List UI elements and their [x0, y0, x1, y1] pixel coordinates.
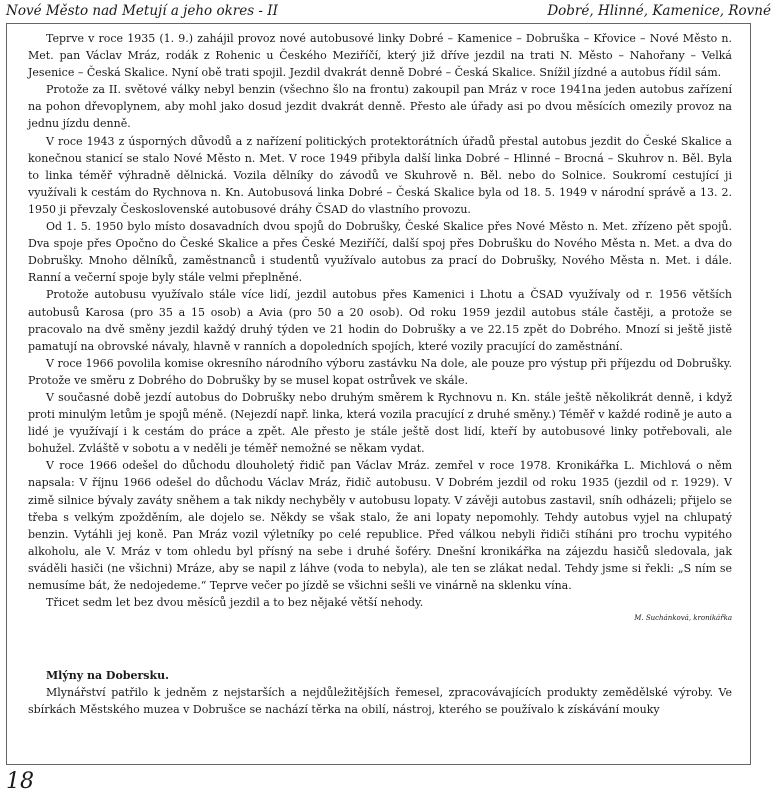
header-book-title: Nové Město nad Metují a jeho okres - II [6, 3, 278, 19]
header-chapter-title: Dobré, Hlinné, Kamenice, Rovné [547, 3, 771, 19]
paragraph-present: V současné době jezdí autobus do Dobrušky nebo druhým směrem k Rychnovu n. Kn. stále ještě několikrát denně, i když proti minulým letům je spojů méně. (Nejezdí např. linka, která vozila pracující z druhé směny.) Téměř v každé rodině je auto a lidé je využívají i k cestám do práce a zpět. Ale přesto je stále ještě dost lidí, kteří by autobusové linky potřebovali, ale bohužel. Zvláště v sobotu a v neděli je téměř nemožné se někam vydat. [28, 390, 732, 456]
paragraph-1966-stop: V roce 1966 povolila komise okresního národního výboru zastávku Na dole, ale pouze pro výstup při příjezdu od Dobrušky. Protože ve směru z Dobrého do Dobrušky by se musel kopat ostrůvek ve skále. [28, 356, 732, 387]
paragraph-mraz: V roce 1966 odešel do důchodu dlouholetý řidič pan Václav Mráz. zemřel v roce 1978. Kronikářka L. Michlová o něm napsala: V říjnu 1966 odešel do důchodu Václav Mráz, řidič autobusu. V Dobrém jezdil od roku 1935 (jezdil od r. 1929). V zimě silnice bývaly zaváty sněhem a tak nikdy nechyběly v autobusu lopaty. V závěji autobus zastavil, sníh odházeli; přijelo se třeba s velkým zpožděním, ale dojelo se. Někdy se však stalo, že ani lopaty nepomohly. Tehdy autobus vyjel na chlupatý benzin. Vytáhli jej koně. Pan Mráz vozil výletníky po celé republice. Před válkou nebyli řidiči stíháni pro trochu vypitého alkoholu, ale V. Mráz v tom ohledu byl přísný na sebe i druhé šoféry. Dnešní kronikářka na zájezdu hasičů sledovala, jak sváděli hasiči (ne všichni) Mráze, aby se napil z láhve (voda to nebyla), ale ten se zlákat nedal. Tehdy jsme si řekli: „S ním se nemusíme bát, že nedojedeme.“ Teprve večer po jízdě se všichni sešli ve vinárně na sklenku vína. [28, 459, 732, 592]
paragraph-closing: Třicet sedm let bez dvou měsíců jezdil a to bez nějaké větší nehody. [46, 596, 424, 610]
page-number: 18 [6, 769, 34, 794]
paragraph-wartime: Protože za II. světové války nebyl benzin (všechno šlo na frontu) zakoupil pan Mráz v roce 1941na jeden autobus zařízení na pohon dřevoplynem, aby mohl jako dosud jezdit dvakrát denně. Přesto ale úřady asi po dvou měsících omezily provoz na jednu jízdu denně. [28, 83, 732, 131]
section-title: Mlýny na Dobersku. [46, 669, 169, 683]
page-content [28, 30, 732, 718]
chronicler-signature: M. Suchánková, kronikářka [634, 614, 732, 623]
paragraph-karosa: Protože autobusu využívalo stále více lidí, jezdil autobus přes Kamenici i Lhotu a ČSAD využívaly od r. 1956 větších autobusů Karosa (pro 35 a 15 osob) a Avia (pro 50 a 20 osob). Od roku 1959 jezdil autobus stále častěji, a protože se pracovalo na dvě směny jezdil každý druhý týden ve 21 hodin do Dobrušky a ve 22.15 zpět do Dobrého. Mnozí si ještě jistě pamatují na obrovské návaly, hlavně v ranních a dopoledních spojích, které vozily pracující do zaměstnání. [28, 288, 732, 353]
paragraph-1943: V roce 1943 z úsporných důvodů a z nařízení politických protektorátních úřadů přestal autobus jezdit do České Skalice a konečnou stanicí se stalo Nové Město n. Met. V roce 1949 přibyla další linka Dobré – Hlinné – Brocná – Skuhrov n. Běl. Byla to linka téměř výhradně dělnická. Vozila dělníky do závodů ve Skuhrově n. Běl. nebo do Solnice. Soukromí cestující ji využívali k cestám do Rychnova n. Kn. Autobusová linka Dobré – Česká Skalice byla od 18. 5. 1949 v národní správě a 13. 2. 1950 ji převzaly Československé autobusové dráhy ČSAD do vlastního provozu. [28, 134, 732, 216]
paragraph-1935-line: Teprve v roce 1935 (1. 9.) zahájil provoz nové autobusové linky Dobré – Kamenice – Dobruška – Křovice – Nové Město n. Met. pan Václav Mráz, rodák z Rohenic u Českého Meziříčí, který již dříve jezdil na trati N. Město – Nahořany – Velká Jesenice – Česká Skalice. Nyní obě trati spojil. Jezdil dvakrát denně Dobré – Česká Skalice. Snížil jízdné a autobus řídil sám. [28, 32, 732, 80]
running-header [0, 0, 779, 22]
section-paragraph: Mlynářství patřilo k jedněm z nejstarších a nejdůležitějších řemesel, zpracovávajících produkty zemědělské výroby. Ve sbírkách Městského muzea v Dobrušce se nachází těrka na obilí, nástroj, kterého se používalo k získávání mouky [28, 686, 732, 717]
paragraph-1950: Od 1. 5. 1950 bylo místo dosavadních dvou spojů do Dobrušky, České Skalice přes Nové Město n. Met. zřízeno pět spojů. Dva spoje přes Opočno do České Skalice a přes České Meziříčí, další spoj přes Dobrušku do Nového Města n. Met. a dva do Dobrušky. Mnoho dělníků, zaměstnanců i studentů využívalo autobus za prací do Dobrušky, Nového Města n. Met. i dále. Ranní a večerní spoje byly stále velmi přeplněné. [28, 220, 732, 285]
